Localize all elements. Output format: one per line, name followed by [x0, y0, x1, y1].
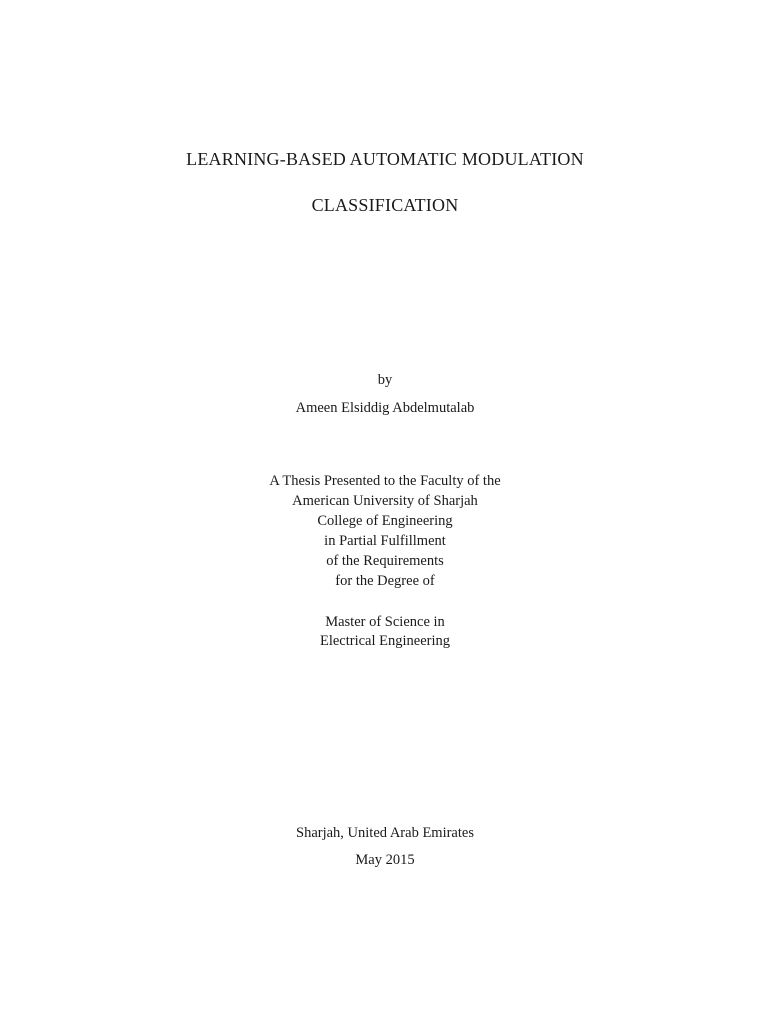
author-name: Ameen Elsiddig Abdelmutalab [295, 400, 475, 416]
thesis-title-line-2: CLASSIFICATION [311, 195, 459, 215]
statement-line-5: of the Requirements [326, 553, 444, 569]
thesis-title-line-1: LEARNING-BASED AUTOMATIC MODULATION [186, 149, 584, 169]
statement-line-2: American University of Sharjah [292, 493, 478, 509]
statement-line-1: A Thesis Presented to the Faculty of the [269, 473, 501, 489]
degree-line-1: Master of Science in [325, 614, 445, 630]
statement-line-3: College of Engineering [317, 513, 453, 529]
by-label: by [377, 372, 393, 388]
statement-line-6: for the Degree of [335, 573, 435, 589]
date: May 2015 [355, 852, 415, 868]
place: Sharjah, United Arab Emirates [296, 825, 474, 841]
statement-line-4: in Partial Fulfillment [324, 533, 446, 549]
degree-line-2: Electrical Engineering [319, 633, 451, 649]
